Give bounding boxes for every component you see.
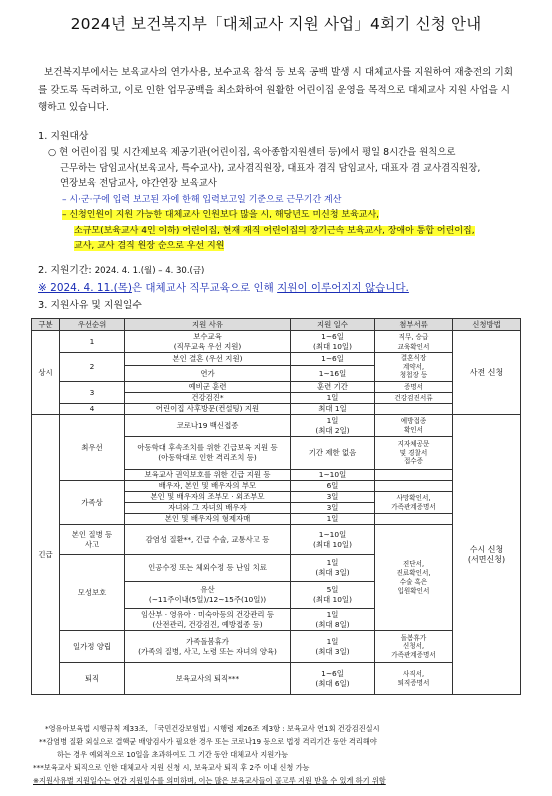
section1-target-bullet (48, 145, 518, 192)
days-cell: 3일 (291, 503, 375, 514)
col-header: 지원 사유 (125, 319, 291, 331)
col-header: 구분 (32, 319, 60, 331)
days-cell: 1~6일 (최대 10일) (291, 331, 375, 353)
footnote: **감염병 질환 외실으로 결핵균 배양검사가 필요한 경우 또는 코로나19 등으로 법정 격리기간 동안 격리해야 (39, 737, 377, 746)
docs-cell: 건강검진서류 (375, 393, 453, 404)
section1-priority-note (62, 208, 522, 255)
docs-cell (375, 481, 453, 492)
category-cell: 본인 질병 등 사고 (60, 525, 125, 555)
footnote: *영유아보육법 시행규칙 제33조, 「국민건강보험법」시행령 제26조 제3항 : 보육교사 연1회 건강검진실시 (45, 724, 380, 733)
col-header: 첨부서류 (375, 319, 453, 331)
days-cell: 5일 (최대 10일) (291, 582, 375, 609)
docs-cell: 돌봄휴가 신청서, 가족관계증명서 (375, 631, 453, 663)
bullet-line: 연장보육 전담교사, 야간연장 보육교사 (60, 178, 217, 189)
notice-line: ※ 2024. 4. 11.(목)은 대체교사 직무교육으로 인해 지원이 이루어지지 않습니다. (38, 282, 409, 294)
section1-heading: 1. 지원대상 (38, 131, 89, 142)
support-period: 2024. 4. 1.(월) – 4. 30.(금) (94, 266, 205, 276)
col-header: 신청방법 (453, 319, 521, 331)
support-table (31, 318, 521, 695)
days-cell: 1~10일 (최대 10일) (291, 525, 375, 555)
docs-cell: 진단서, 진료확인서, 수술 혹은 입원확인서 (375, 525, 453, 631)
days-cell: 1~16일 (291, 366, 375, 382)
method-regular: 사전 신청 (453, 331, 521, 415)
priority-cell: 2 (60, 353, 125, 382)
section2-heading: 2. 지원기간: 2024. 4. 1.(월) – 4. 30.(금) (38, 265, 205, 276)
priority-line: 소규모(보육교사 4인 이하) 어린이집, 현재 재직 어린이집의 장기근속 보육교사, 장애아 통합 어린이집, (74, 225, 475, 236)
section1-sub-note: – 시·군·구에 입력 보고된 자에 한해 입력보고일 기준으로 근무기간 계산 (62, 195, 342, 205)
days-cell: 1일 (최대 2일) (291, 415, 375, 437)
days-cell: 1~6일 (291, 353, 375, 366)
section3-heading: 3. 지원사유 및 지원일수 (38, 300, 142, 311)
reason-cell: 자녀와 그 자녀의 배우자 (125, 503, 291, 514)
reason-cell: 본인 및 배우자의 형제자매 (125, 514, 291, 525)
reason-cell: 연가 (125, 366, 291, 382)
days-cell: 6일 (291, 481, 375, 492)
docs-cell (375, 470, 453, 481)
docs-cell: 직무, 승급 교육확인서 (375, 331, 453, 353)
category-cell: 가족상 (60, 481, 125, 525)
footnotes (33, 722, 523, 787)
category-cell: 최우선 (60, 415, 125, 481)
category-cell: 모성보호 (60, 555, 125, 631)
days-cell: 1일 (최대 3일) (291, 555, 375, 582)
reason-cell: 코로나19 백신접종 (125, 415, 291, 437)
days-cell: 3일 (291, 492, 375, 503)
days-cell: 1~10일 (291, 470, 375, 481)
days-cell: 훈련 기간 (291, 382, 375, 393)
group-regular: 상시 (32, 331, 60, 415)
days-cell: 최대 1일 (291, 404, 375, 415)
reason-cell: 보육교사의 퇴직*** (125, 663, 291, 695)
method-emergency: 수시 신청 (서면신청) (453, 415, 521, 695)
reason-cell: 감염성 질환**, 긴급 수술, 교통사고 등 (125, 525, 291, 555)
docs-cell (375, 404, 453, 415)
reason-cell: 아동학대 후속조치를 위한 긴급보육 지원 등 (아동학대로 인한 격리조치 등) (125, 437, 291, 470)
reason-cell: 배우자, 본인 및 배우자의 부모 (125, 481, 291, 492)
days-cell: 1일 (291, 393, 375, 404)
priority-cell: 4 (60, 404, 125, 415)
reason-cell: 보육교사 권익보호를 위한 긴급 지원 등 (125, 470, 291, 481)
reason-cell: 본인 결혼 (우선 지원) (125, 353, 291, 366)
footnote: ***보육교사 퇴직으로 인한 대체교사 지원 신청 시, 보육교사 퇴직 후 2주 이내 신청 가능 (33, 763, 310, 772)
category-cell: 일가정 양립 (60, 631, 125, 663)
col-header: 지원 일수 (291, 319, 375, 331)
footnote: 하는 경우 예외적으로 10일을 초과하여도 그 기간 동안 대체교사 지원가능 (57, 750, 289, 759)
docs-cell: 증명서 (375, 382, 453, 393)
priority-line: 교사, 교사 겸직 원장 순으로 우선 지원 (74, 241, 225, 251)
reason-cell: 임산부 · 영유아 · 미숙아등의 건강관리 등 (산전관리, 건강검진, 예방접종 등) (125, 609, 291, 631)
category-cell: 퇴직 (60, 663, 125, 695)
docs-cell: 지자체공문 및 경찰서 접수증 (375, 437, 453, 470)
days-cell: 1일 (최대 3일) (291, 631, 375, 663)
priority-line: – 신청인원이 지원 가능한 대체교사 인원보다 많을 시, 해당년도 미신청 보육교사, (62, 210, 380, 220)
priority-cell: 3 (60, 382, 125, 404)
bullet-line: 근무하는 담임교사(보육교사, 특수교사), 교사겸직원장, 대표자 겸직 담임교사, 대표자 겸 교사겸직원장, (60, 162, 481, 174)
priority-cell: 1 (60, 331, 125, 353)
reason-cell: 예비군 훈련 (125, 382, 291, 393)
docs-cell: 예방접종 확인서 (375, 415, 453, 437)
reason-cell: 가족돌봄휴가 (가족의 질병, 사고, 노령 또는 자녀의 양육) (125, 631, 291, 663)
days-cell: 1일 (291, 514, 375, 525)
docs-cell (375, 514, 453, 525)
reason-cell: 어린이집 사후방문(컨설팅) 지원 (125, 404, 291, 415)
reason-cell: 인공수정 또는 체외수정 등 난임 치료 (125, 555, 291, 582)
page-title: 2024년 보건복지부「대체교사 지원 사업」4회기 신청 안내 (70, 15, 482, 33)
group-emergency: 긴급 (32, 415, 60, 695)
intro-paragraph: 보건복지부에서는 보육교사의 연가사용, 보수교육 참석 등 보육 공백 발생 시 대체교사를 지원하여 재충전의 기회를 갖도록 독려하고, 이로 인한 업무공백을 최소화하여 원활한 어린이집 운영을 목적으로 대체교사 지원 사업을 시행하고 있습니다. (38, 67, 514, 113)
reason-cell: 건강검진* (125, 393, 291, 404)
bullet-line: ○ 현 어린이집 및 시간제보육 제공기관(어린이집, 육아종합지원센터 등)에서 평일 8시간을 원칙으로 (48, 147, 456, 158)
reason-cell: 본인 및 배우자의 조부모 · 외조부모 (125, 492, 291, 503)
col-header: 우선순위 (60, 319, 125, 331)
docs-cell: 사직서, 퇴직증명서 (375, 663, 453, 695)
reason-cell: 유산 (~11주이내(5일)/12~15주(10일)) (125, 582, 291, 609)
reason-cell: 보수교육 (직무교육 우선 지원) (125, 331, 291, 353)
footnote-emphasis: ※지원사유별 지원일수는 연간 지원일수를 의미하며, 이는 많은 보육교사들이 골고루 지원 받을 수 있게 하기 위함 (33, 776, 386, 785)
docs-cell: 사망확인서, 가족관계증명서 (375, 492, 453, 514)
days-cell: 1~6일 (최대 6일) (291, 663, 375, 695)
docs-cell: 결혼식장 계약서, 청첩장 등 (375, 353, 453, 382)
days-cell: 1일 (최대 8일) (291, 609, 375, 631)
days-cell: 기간 제한 없음 (291, 437, 375, 470)
